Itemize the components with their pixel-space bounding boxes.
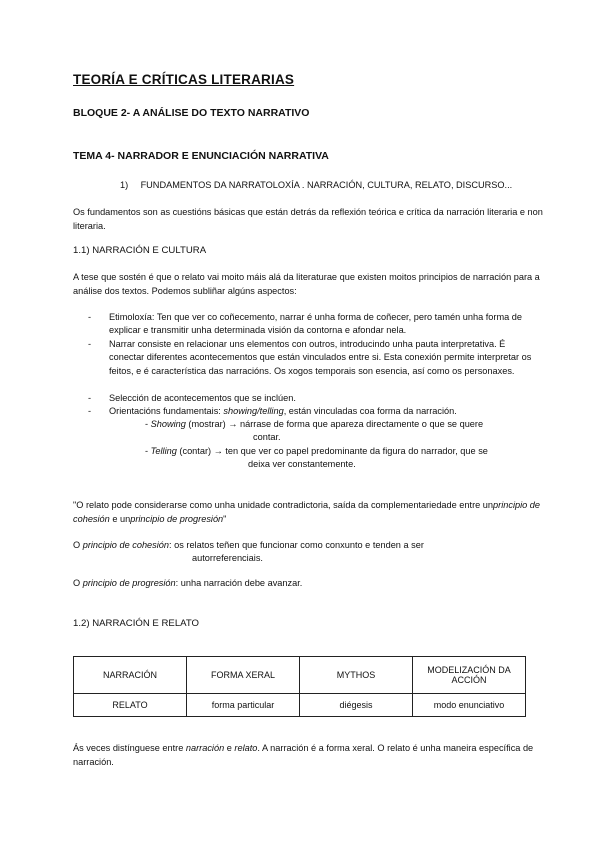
cohesion-pre: O xyxy=(73,540,83,550)
table-cell: FORMA XERAL xyxy=(187,657,300,694)
quote-part: e un xyxy=(109,513,131,524)
table-cell: MYTHOS xyxy=(300,657,413,694)
narration-table xyxy=(73,656,526,717)
table-cell: diégesis xyxy=(300,694,413,717)
quote-part: " xyxy=(223,513,227,524)
quote-em: principio de cohesión xyxy=(73,500,541,524)
progresion-paragraph xyxy=(73,578,302,588)
tema-heading: TEMA 4- NARRADOR E ENUNCIACIÓN NARRATIVA xyxy=(73,150,329,162)
section-heading-1-1: 1.1) NARRACIÓN E CULTURA xyxy=(73,245,207,256)
bullet-dash: - xyxy=(88,339,92,349)
table-cell: MODELIZACIÓN DA ACCIÓN xyxy=(413,657,526,694)
closing-em: relato xyxy=(234,743,258,753)
progresion-em: principio de progresión xyxy=(82,578,176,588)
sub-item-line: - Showing (mostrar) → nárrase de forma que apareza directamente o que se quere xyxy=(145,419,484,429)
bullet-text xyxy=(109,405,537,418)
thesis-paragraph: A tese que sostén é que o relato vai moito máis alá da literaturae que existen moitos principios de narración para a análise dos textos. Podemos subliñar algúns aspectos: xyxy=(73,272,540,296)
block-heading: BLOQUE 2- A ANÁLISE DO TEXTO NARRATIVO xyxy=(73,107,310,119)
quote-em: principio de progresión xyxy=(130,513,224,524)
cohesion-post: : os relatos teñen que funcionar como conxunto e tenden a ser xyxy=(169,540,424,550)
intro-paragraph: Os fundamentos son as cuestións básicas que están detrás da reflexión teórica e crítica da narración literaria e non literaria. xyxy=(73,207,543,231)
sub-item-showing xyxy=(145,418,545,446)
table-row xyxy=(74,694,526,717)
bullet-dash: - xyxy=(88,406,92,416)
closing-post: . A narración é a forma xeral. O relato é unha maneira específica de narración. xyxy=(73,743,534,767)
closing-mid: e xyxy=(224,743,235,753)
progresion-pre: O xyxy=(73,578,83,588)
bullet-text: Etimoloxía: Ten que ver co coñecemento, narrar é unha forma de coñecer, pero tamén unha forma de explicar e transmitir unha determinada visión da contorna e afondar nela. xyxy=(109,312,522,336)
document-title: TEORÍA E CRÍTICAS LITERARIAS xyxy=(73,72,295,87)
bullet-dash: - xyxy=(88,312,92,322)
bullet-text-post: , están vinculadas coa forma da narración. xyxy=(283,406,457,416)
closing-paragraph xyxy=(73,742,543,769)
sub-item-cont: contar. xyxy=(253,432,281,442)
cohesion-cont: autorreferenciais. xyxy=(192,553,263,564)
table-cell: modo enunciativo xyxy=(413,694,526,717)
sub-item-line: - Telling (contar) → ten que ver co papel predominante da figura do narrador, que se xyxy=(145,446,488,456)
table-row xyxy=(74,657,526,694)
sub-item-em: Showing xyxy=(150,419,186,429)
bullet-dash: - xyxy=(88,393,92,403)
bullet-text-em: showing/telling xyxy=(223,406,284,416)
cohesion-em: principio de cohesión xyxy=(82,540,170,550)
sub-item-cont: deixa ver constantemente. xyxy=(248,459,356,469)
quote-part: "O relato pode considerarse como unha unidade contradictoria, saída da complementariedade entre un xyxy=(73,500,494,510)
table-cell: RELATO xyxy=(74,694,187,717)
sub-item-em: Telling xyxy=(150,446,177,456)
section-heading-1-2: 1.2) NARRACIÓN E RELATO xyxy=(73,618,199,629)
numbered-heading xyxy=(120,180,512,190)
bullet-text: Narrar consiste en relacionar uns elementos con outros, introducindo unha pauta interpretativa. É conectar diferentes acontecementos que están vinculados entre si. Esta conexión permite interpretar os feitos, e é característica das narracións. Os xogos temporais son esencia, así como os personaxes. xyxy=(109,339,532,376)
list-text: FUNDAMENTOS DA NARRATOLOXÍA . NARRACIÓN, CULTURA, RELATO, DISCURSO... xyxy=(140,180,513,190)
list-number: 1) xyxy=(120,180,129,190)
closing-em: narración xyxy=(185,743,225,753)
bullet-text-pre: Orientacións fundamentais: xyxy=(109,406,224,416)
sub-item-rest: (mostrar) → nárrase de forma que apareza directamente o que se quere xyxy=(185,419,484,429)
cohesion-line xyxy=(73,539,543,552)
closing-pre: Ás veces distínguese entre xyxy=(73,743,186,753)
table-cell: NARRACIÓN xyxy=(74,657,187,694)
quote-paragraph xyxy=(73,499,543,526)
progresion-post: : unha narración debe avanzar. xyxy=(175,578,303,588)
sub-item-rest: (contar) → ten que ver co papel predominante da figura do narrador, que se xyxy=(176,446,488,456)
cohesion-paragraph xyxy=(73,539,543,566)
table-cell: forma particular xyxy=(187,694,300,717)
sub-item-telling xyxy=(145,445,545,473)
bullet-text: Selección de acontecementos que se inclúen. xyxy=(109,393,296,403)
